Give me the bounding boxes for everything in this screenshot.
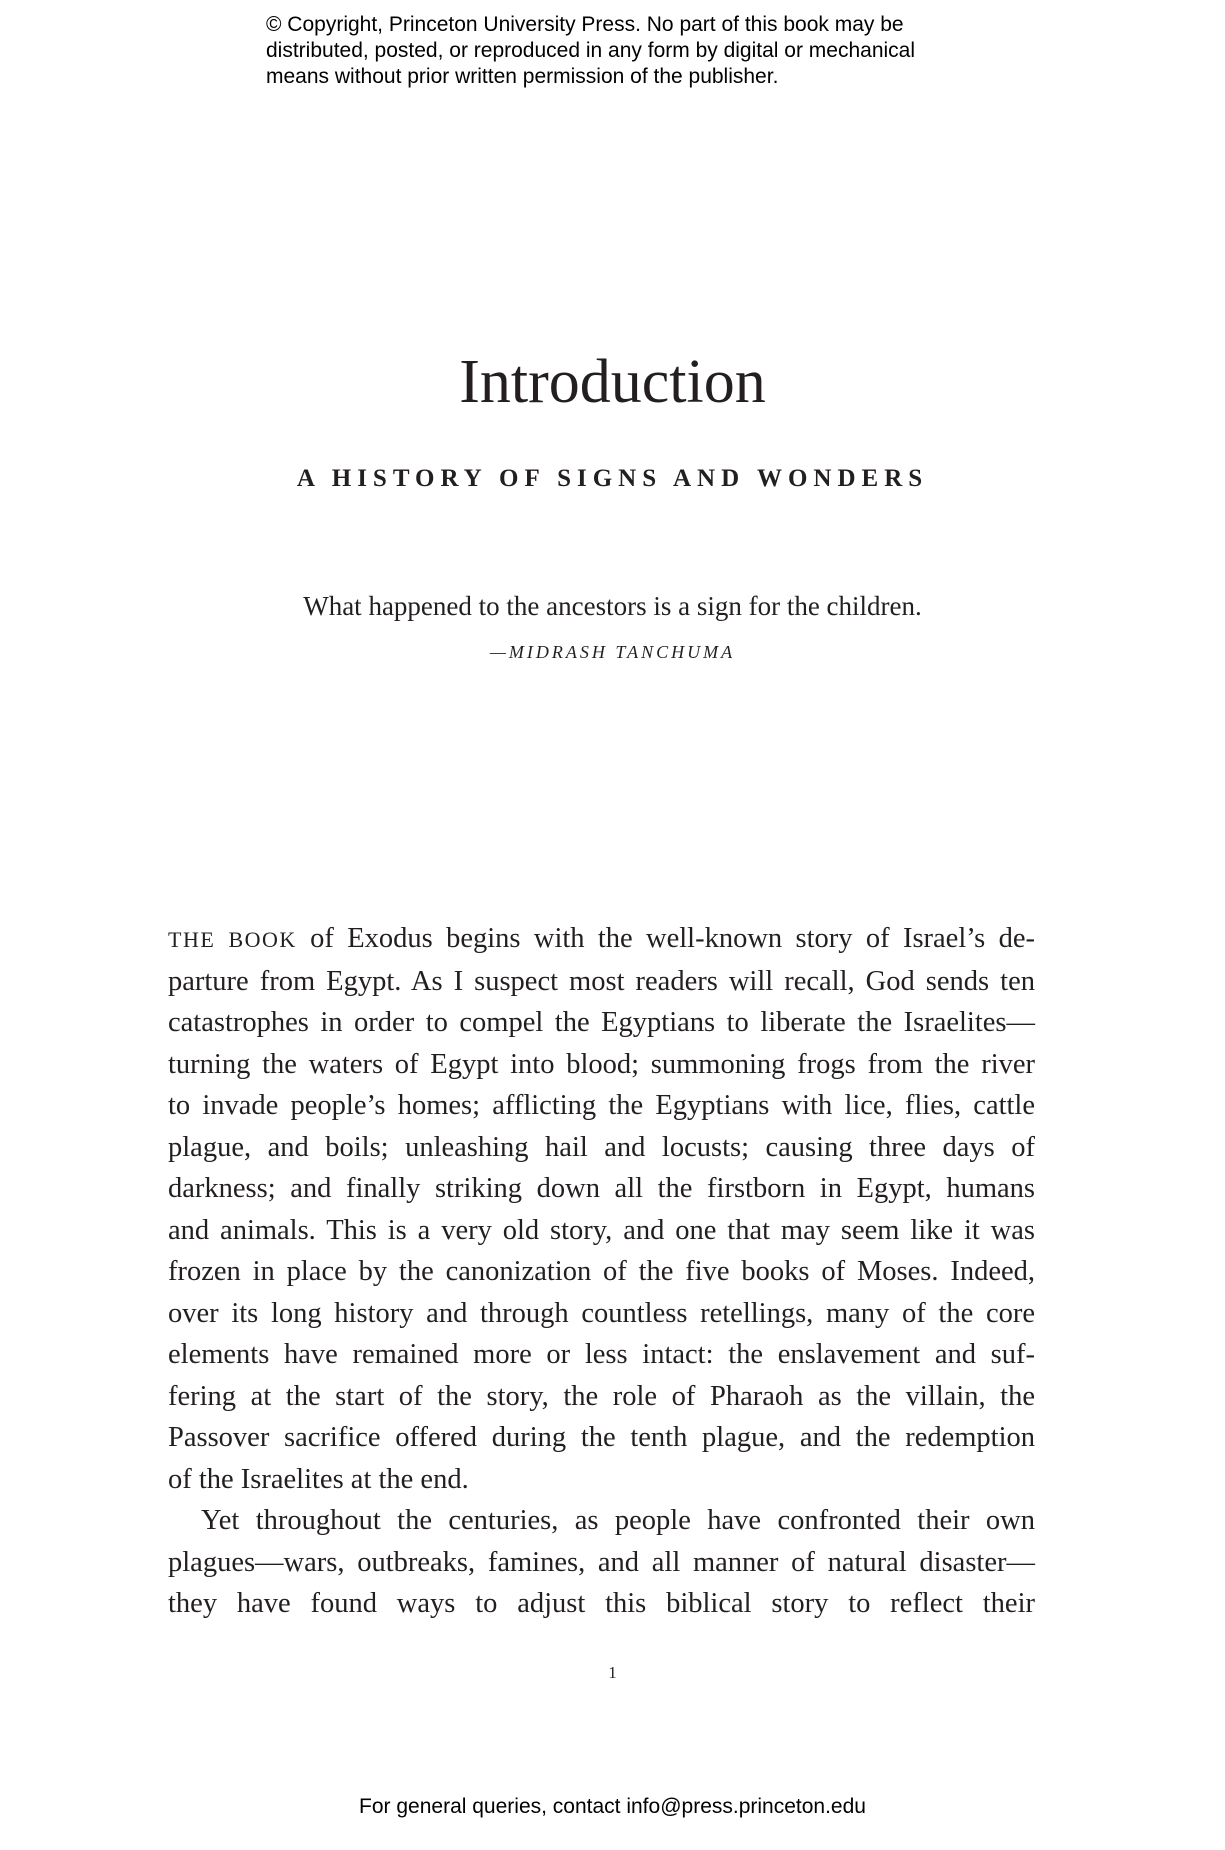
paragraph-line: of the Israelites at the end. (168, 1463, 469, 1495)
copyright-line: distributed, posted, or reproduced in any form by digital or mechanical (266, 39, 916, 62)
paragraph-line: to invade people’s homes; afflicting the Egyptians with lice, flies, cattle (168, 1090, 1035, 1121)
paragraph-line: Yet throughout the centuries, as people have confronted their own (201, 1505, 1035, 1536)
copyright-line: © Copyright, Princeton University Press. No part of this book may be (266, 13, 904, 36)
paragraph-line: over its long history and through countless retellings, many of the core (168, 1297, 1035, 1329)
epigraph-attribution: —MIDRASH TANCHUMA (489, 642, 736, 662)
copyright-line: means without prior written permission of the publisher. (266, 65, 779, 88)
chapter-title: Introduction (459, 348, 766, 416)
paragraph-line: frozen in place by the canonization of the five books of Moses. Indeed, (168, 1256, 1035, 1287)
paragraph-line: Passover sacrifice offered during the tenth plague, and the redemption (168, 1422, 1035, 1453)
page-number: 1 (608, 1663, 617, 1682)
paragraph-line: elements have remained more or less intact: the enslavement and suf- (168, 1339, 1035, 1370)
paragraph-line: plague, and boils; unleashing hail and locusts; causing three days of (168, 1131, 1035, 1163)
copyright-notice (266, 12, 1026, 90)
paragraph-line: darkness; and finally striking down all the firstborn in Egypt, humans (168, 1173, 1035, 1204)
paragraph-line: they have found ways to adjust this biblical story to reflect their (168, 1588, 1035, 1619)
paragraph-line: turning the waters of Egypt into blood; summoning frogs from the river (168, 1048, 1035, 1080)
paragraph-line: fering at the start of the story, the role of Pharaoh as the villain, the (168, 1380, 1035, 1412)
body-text (168, 918, 1035, 1625)
epigraph-quote: What happened to the ancestors is a sign for the children. (303, 591, 922, 621)
paragraph-line: and animals. This is a very old story, and one that may seem like it was (168, 1214, 1035, 1246)
paragraph-line: THE BOOK of Exodus begins with the well-known story of Israel’s de- (168, 923, 1035, 954)
paragraph-line: catastrophes in order to compel the Egyptians to liberate the Israelites— (168, 1007, 1035, 1038)
chapter-subtitle: A HISTORY OF SIGNS AND WONDERS (296, 465, 929, 492)
paragraph-line: parture from Egypt. As I suspect most readers will recall, God sends ten (168, 965, 1035, 997)
paragraph-line: plagues—wars, outbreaks, famines, and all manner of natural disaster— (168, 1546, 1035, 1578)
lead-in-smallcaps: THE BOOK (168, 927, 297, 952)
footer-contact: For general queries, contact info@press.princeton.edu (359, 1795, 866, 1818)
